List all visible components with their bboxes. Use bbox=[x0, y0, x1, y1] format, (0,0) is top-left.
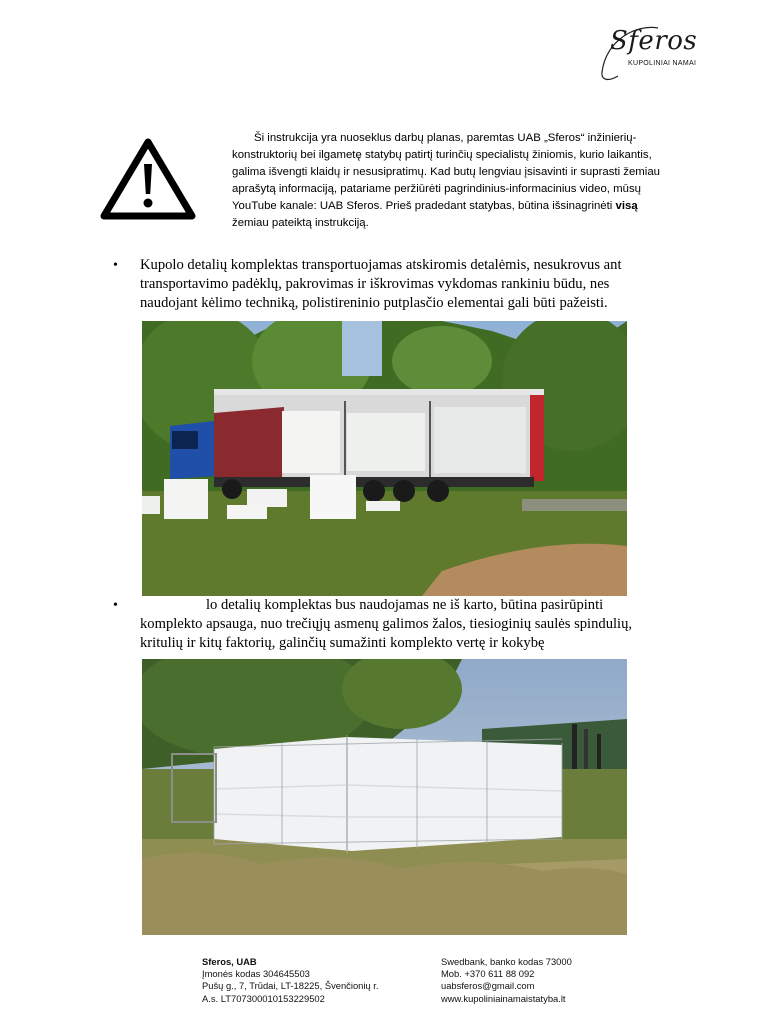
logo-tagline: KUPOLINIAI NAMAI bbox=[628, 60, 697, 67]
intro-paragraph bbox=[232, 130, 672, 232]
bullet-storage-paragraph bbox=[140, 596, 650, 653]
footer-account: A.s. LT707300010153229502 bbox=[202, 992, 325, 1004]
footer-bank: Swedbank, banko kodas 73000 bbox=[441, 956, 572, 967]
footer-website[interactable]: www.kupoliniainamaistatyba.lt bbox=[441, 992, 566, 1004]
footer-company-code: Įmonės kodas 304645503 bbox=[202, 968, 310, 980]
bullet-transport-text: Kupolo detalių komplektas transportuojamas atskiromis detalėmis, nesukrovus ant transportavimo padėklų, pakrovimas ir iškrovimas vykdomas rankiniu būdu, nes naudojant kėlimo techniką, polistireninio putplasčio elementai gali būti pažeisti. bbox=[140, 257, 622, 311]
company-logo bbox=[596, 22, 698, 86]
bullet-marker: • bbox=[113, 598, 118, 613]
footer-email[interactable]: uabsferos@gmail.com bbox=[441, 980, 535, 992]
footer-phone: Mob. +370 611 88 092 bbox=[441, 968, 535, 980]
warning-icon bbox=[98, 136, 198, 222]
bullet-storage-text: lo detalių komplektas bus naudojamas ne iš karto, būtina pasirūpinti komplekto apsauga, nuo trečiųjų asmenų galimos žalos, tiesioginių saulės spindulių, kritulių ir kitų faktorių, galinčių sumažinti komplekto vertę ir kokybę bbox=[140, 597, 633, 651]
footer-address: Pušų g., 7, Trūdai, LT-18225, Švenčionių r. bbox=[202, 980, 379, 992]
footer-contact-info bbox=[441, 956, 572, 1005]
footer-company-name: Sferos, UAB bbox=[202, 956, 257, 967]
fenced-storage-photo bbox=[142, 659, 627, 935]
bullet-marker: • bbox=[113, 258, 118, 273]
intro-text-end: žemiau pateiktą instrukciją. bbox=[232, 217, 369, 229]
footer-company-info bbox=[202, 956, 379, 1005]
truck-loading-photo bbox=[142, 321, 627, 596]
intro-text: Ši instrukcija yra nuoseklus darbų planas, paremtas UAB „Sferos“ inžinierių-konstruktorių bei ilgametę statybų patirtį turinčių specialistų žiniomis, kurio laikantis, galima išvengti klaidų ir nesusipratimų. Kad butų lengviau įsisavinti ir suprasti žemiau aprašytą informaciją, patariame peržiūrėti pagrindinius-informacinius video, mūsų YouTube kanale: UAB Sferos. Prieš pradedant statybas, būtina išsinagrinėti bbox=[232, 132, 660, 212]
logo-name: Sferos bbox=[610, 26, 698, 56]
intro-bold-word: visą bbox=[615, 200, 638, 212]
